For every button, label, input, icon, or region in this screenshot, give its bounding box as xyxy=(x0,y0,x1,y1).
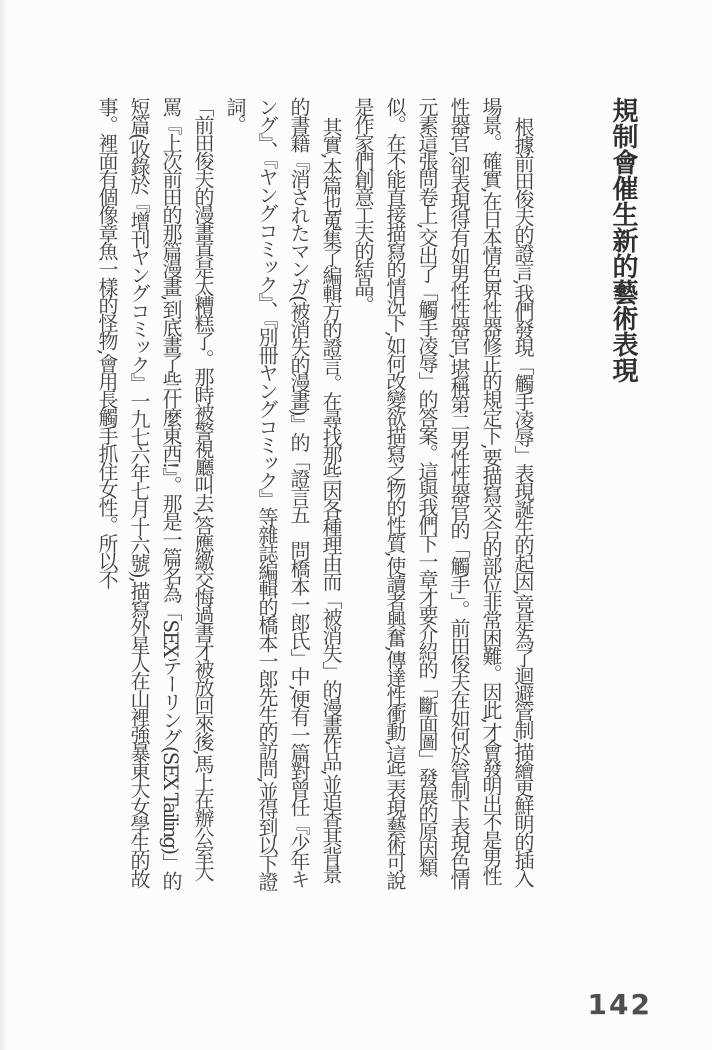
paragraph-3-quote: 「前田俊夫的漫畫真是太糟糕了。那時被警視廳叫去,答應繳交悔過書才被放回來後,馬上在辦公室大罵『上次前田的那篇漫畫,到底畫了些什麼東西!』。那是一篇名為「SEXテーリング(SEX Tailing)」的短篇(收錄於『增刊ヤングコミック』一九七六年七月十六號),描寫外星人在山裡強暴東大女學生的故事。裡面有個像章魚一樣的怪物,會用長觸手抓住女性。所以不 xyxy=(95,97,215,890)
page-content xyxy=(91,97,645,897)
section-heading: 規制會催生新的藝術表現 xyxy=(608,97,638,383)
paragraph-1: 根據前田俊夫的證言,我們發現「觸手凌辱」表現誕生的起因,竟是為了迴避管制,描繪更鮮明的插入場景。確實,在日本情色界性器修正的規定下,要描寫交合的部位非常困難。因此,才會發明出不是男性性器官,卻表現得有如男性性器官,堪稱第二男性性器官的「觸手」。前田俊夫在如何於管制下表現色情元素這張問卷上,交出了「觸手凌辱」的答案。這與我們下一章才要介紹的「斷面圖」發展的原因類似。在不能直接描寫的情況下,如何改變欲描寫之物的性質,使讀者興奮,傳達性衝動,這些表現藝術可說是作家們創意工夫的結晶。 xyxy=(351,97,535,889)
paragraph-2: 其實,本篇也蒐集了編輯方的證言。在尋找那些因各種理由而「被消失」的漫畫作品,並追查其背景的書籍『消されたマンガ(被消失的漫畫)』的「證言五 問橋本一郎氏」中,便有一篇對曾任『少年キング』、『ヤングコミック』、『別冊ヤングコミック』等雜誌編輯的橋本一郎先生的訪問,並得到以下證詞。 xyxy=(223,97,343,890)
page-number: 142 xyxy=(587,988,652,1021)
